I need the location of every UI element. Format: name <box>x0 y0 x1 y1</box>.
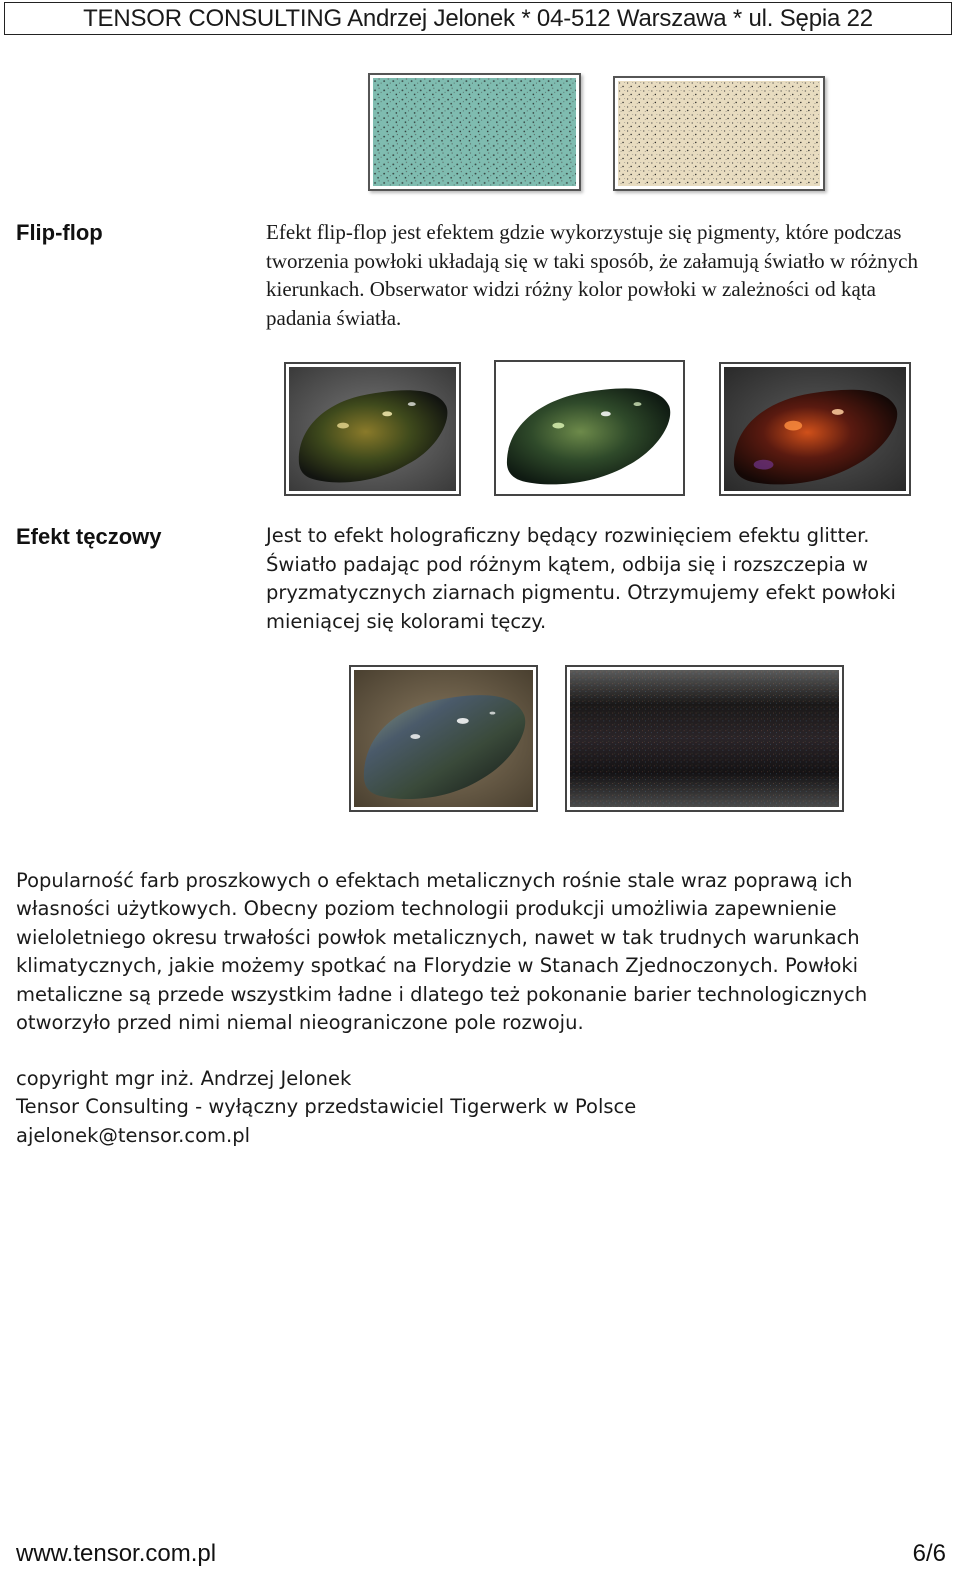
section-text-flip-flop: Efekt flip-flop jest efektem gdzie wykorzystuje się pigmenty, które podczas tworzenia powłoki układają się w taki sposób, że załamują światło w różnych kierunkach. Obserwator widzi różny kolor powłoki w zależności od kąta padania światła. <box>266 220 918 330</box>
page-header: TENSOR CONSULTING Andrzej Jelonek * 04-512 Warszawa * ul. Sępia 22 <box>4 2 952 35</box>
rainbow-sample-photo-car <box>349 665 538 812</box>
rainbow-sample-photo-surface <box>565 665 844 812</box>
flip-flop-sample-photo-green <box>494 360 685 496</box>
teal-texture-swatch <box>368 73 581 191</box>
signature-line-company: Tensor Consulting - wyłączny przedstawiciel Tigerwerk w Polsce <box>16 1095 637 1118</box>
summary-paragraph: Popularność farb proszkowych o efektach metalicznych rośnie stale wraz poprawą ich własności użytkowych. Obecny poziom technologii produkcji umożliwia zapewnienie wieloletniego okresu trwałości powłok metalicznych, nawet w tak trudnych warunkach klimatycznych, jakie możemy spotkać na Florydzie w Stanach Zjednoczonych. Powłoki metaliczne są przede wszystkim ładne i dlatego też pokonanie barier technologicznych otworzyło przed nimi niemal nieograniczone pole rozwoju. <box>16 869 868 1035</box>
section-label-flip-flop: Flip-flop <box>16 220 103 245</box>
footer-page-number: 6/6 <box>912 1540 946 1567</box>
signature-line-copyright: copyright mgr inż. Andrzej Jelonek <box>16 1067 352 1090</box>
flip-flop-sample-photo-red <box>719 362 911 496</box>
signature-email: ajelonek@tensor.com.pl <box>16 1124 251 1147</box>
beige-texture-swatch <box>613 76 825 191</box>
section-text-rainbow: Jest to efekt holograficzny będący rozwinięciem efektu glitter. Światło padając pod różnym kątem, odbija się i rozszczepia w pryzmatycznych ziarnach pigmentu. Otrzymujemy efekt powłoki mieniącej się kolorami tęczy. <box>266 524 896 633</box>
section-label-rainbow: Efekt tęczowy <box>16 524 162 549</box>
footer-website: www.tensor.com.pl <box>16 1540 217 1567</box>
flip-flop-sample-photo-gold <box>284 362 461 496</box>
